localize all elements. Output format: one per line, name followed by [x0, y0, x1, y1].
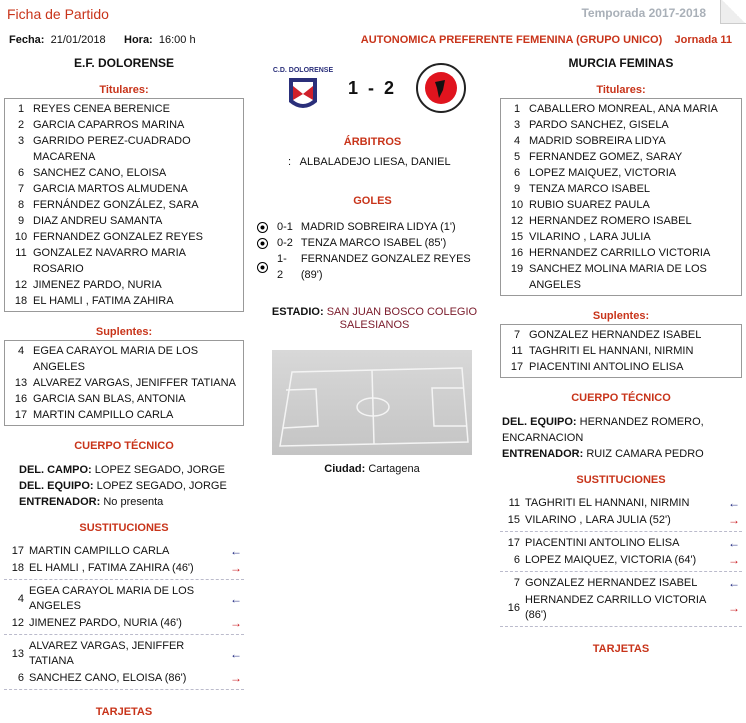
- arrow-right-icon: →: [728, 600, 740, 615]
- player-number: 19: [510, 263, 524, 275]
- player-number: 13: [11, 647, 24, 660]
- home-column: [4, 56, 244, 718]
- substitution-row: [500, 495, 742, 512]
- player-name[interactable]: GARCIA MARTOS ALMUDENA: [33, 183, 188, 195]
- player-name[interactable]: GARRIDO PEREZ-CUADRADO MACARENA: [33, 135, 191, 163]
- competition-info: [361, 34, 732, 46]
- player-number: 7: [513, 329, 521, 341]
- staff-row: [19, 478, 244, 494]
- away-team-logo: [415, 60, 467, 116]
- player-number: 2: [17, 119, 25, 131]
- player-number: 17: [510, 361, 524, 373]
- player-name[interactable]: ALVAREZ VARGAS, JENIFFER TATIANA: [33, 377, 236, 389]
- arrow-right-icon: →: [230, 616, 242, 630]
- goal-scorer[interactable]: FERNANDEZ GONZALEZ REYES (89'): [300, 253, 471, 281]
- player-name[interactable]: EL HAMLI , FATIMA ZAHIRA: [33, 295, 174, 307]
- home-tarjetas-heading: TARJETAS: [95, 706, 153, 718]
- player-name[interactable]: SANCHEZ CANO, ELOISA (86'): [29, 672, 187, 684]
- arrow-left-icon: ←: [230, 646, 242, 661]
- player-number: 18: [14, 295, 28, 307]
- home-titulares-heading: Titulares:: [99, 84, 149, 96]
- substitution-row: [4, 560, 244, 577]
- player-row: [5, 375, 243, 391]
- fecha-value: 21/01/2018: [50, 34, 106, 46]
- player-number: 6: [17, 672, 24, 684]
- home-score: 1: [348, 78, 359, 98]
- referee-name: : ALBALADEJO LIESA, DANIEL: [288, 156, 451, 168]
- competition-name[interactable]: AUTONOMICA PREFERENTE FEMENINA (GRUPO UNICO): [360, 34, 663, 46]
- player-row: [5, 343, 243, 375]
- player-name[interactable]: PIACENTINI ANTOLINO ELISA: [529, 361, 684, 373]
- home-staff-list: [4, 462, 244, 510]
- center-column: [250, 136, 495, 283]
- staff-name: RUIZ CAMARA PEDRO: [586, 448, 704, 460]
- player-row: [5, 133, 243, 165]
- player-number: 12: [14, 279, 28, 291]
- player-row: [501, 229, 741, 245]
- player-name[interactable]: EGEA CARAYOL MARIA DE LOS ANGELES: [33, 345, 199, 373]
- player-name[interactable]: FERNANDEZ GOMEZ, SARAY: [529, 151, 683, 163]
- page-curl-icon: [720, 0, 746, 24]
- away-team-name[interactable]: MURCIA FEMINAS: [568, 56, 674, 70]
- player-row: [5, 245, 243, 277]
- player-name[interactable]: HERNANDEZ ROMERO ISABEL: [529, 215, 692, 227]
- hora-label: Hora:: [124, 34, 153, 46]
- staff-role: ENTRENADOR:: [502, 448, 584, 460]
- player-number: 16: [507, 601, 520, 614]
- home-suplentes-heading: Suplentes:: [95, 326, 153, 338]
- player-name[interactable]: TENZA MARCO ISABEL: [529, 183, 651, 195]
- away-subs-list: [500, 494, 742, 627]
- player-name[interactable]: HERNANDEZ CARRILLO VICTORIA: [529, 247, 711, 259]
- player-row: [501, 101, 741, 117]
- staff-role: ENTRENADOR:: [19, 496, 101, 508]
- player-row: [5, 391, 243, 407]
- staff-name: No presenta: [103, 496, 164, 508]
- staff-role: DEL. EQUIPO:: [502, 416, 577, 428]
- player-row: [5, 197, 243, 213]
- arbitros-heading: ÁRBITROS: [343, 136, 402, 148]
- substitution-row: [500, 512, 742, 529]
- player-name[interactable]: SANCHEZ MOLINA MARIA DE LOS ANGELES: [529, 263, 707, 291]
- goles-heading: GOLES: [353, 195, 392, 207]
- ciudad-label: Ciudad:: [324, 463, 366, 475]
- player-number: 9: [513, 183, 521, 195]
- home-suplentes-list: [4, 340, 244, 426]
- player-row: [501, 245, 741, 261]
- player-row: [501, 117, 741, 133]
- jornada-label: Jornada 11: [674, 34, 732, 46]
- match-date-time: [9, 34, 196, 46]
- away-staff-list: [500, 414, 742, 462]
- player-name[interactable]: EL HAMLI , FATIMA ZAHIRA (46'): [29, 562, 194, 574]
- player-number: 4: [17, 345, 25, 357]
- player-number: 3: [17, 135, 25, 147]
- player-name[interactable]: EGEA CARAYOL MARIA DE LOS ANGELES: [29, 585, 195, 612]
- player-row: [501, 133, 741, 149]
- player-name[interactable]: FERNANDEZ GONZALEZ REYES: [33, 231, 203, 243]
- player-name[interactable]: PARDO SANCHEZ, GISELA: [529, 119, 669, 131]
- arrow-left-icon: ←: [728, 536, 740, 550]
- substitution-row: [4, 638, 244, 670]
- arrow-right-icon: →: [728, 513, 740, 527]
- player-row: [5, 181, 243, 197]
- substitution-row: [500, 535, 742, 552]
- player-number: 15: [510, 231, 524, 243]
- player-name[interactable]: GARCIA CAPARROS MARINA: [33, 119, 185, 131]
- player-row: [5, 213, 243, 229]
- player-row: [501, 343, 741, 359]
- player-number: 6: [513, 167, 521, 179]
- player-number: 17: [14, 409, 28, 421]
- player-row: [501, 181, 741, 197]
- away-suplentes-heading: Suplentes:: [592, 310, 650, 322]
- player-name[interactable]: FERNÁNDEZ GONZÁLEZ, SARA: [33, 199, 199, 211]
- player-name[interactable]: ALVAREZ VARGAS, JENIFFER TATIANA: [29, 640, 185, 667]
- player-number: 11: [508, 497, 520, 509]
- arrow-right-icon: →: [230, 671, 242, 685]
- player-name[interactable]: JIMENEZ PARDO, NURIA: [33, 279, 162, 291]
- player-row: [5, 407, 243, 423]
- away-sustituciones-heading: SUSTITUCIONES: [576, 474, 666, 486]
- player-number: 12: [510, 215, 524, 227]
- player-name[interactable]: LOPEZ MAIQUEZ, VICTORIA (64'): [525, 554, 697, 566]
- substitution-row: [500, 552, 742, 569]
- goal-score: 0-1: [277, 221, 293, 233]
- substitution-pair: [500, 494, 742, 532]
- player-number: 18: [11, 562, 24, 574]
- goal-scorer[interactable]: TENZA MARCO ISABEL (85'): [300, 237, 447, 249]
- player-name[interactable]: GONZALEZ HERNANDEZ ISABEL: [525, 577, 698, 589]
- player-number: 10: [14, 231, 28, 243]
- arrow-right-icon: →: [230, 561, 242, 575]
- player-number: 17: [507, 537, 520, 549]
- substitution-pair: [4, 582, 244, 635]
- arrow-right-icon: →: [728, 553, 740, 567]
- away-score: 2: [384, 78, 395, 98]
- player-row: [501, 261, 741, 293]
- hora-value: 16:00 h: [158, 34, 196, 46]
- player-number: 4: [17, 592, 24, 605]
- player-name[interactable]: LOPEZ MAIQUEZ, VICTORIA: [529, 167, 677, 179]
- goal-row: [257, 251, 495, 283]
- substitution-row: [4, 670, 244, 687]
- svg-text:C.D. DOLORENSE: C.D. DOLORENSE: [272, 67, 334, 74]
- soccer-ball-icon: [257, 262, 268, 273]
- player-name[interactable]: VILARINO , LARA JULIA (52'): [525, 514, 671, 526]
- substitution-row: [500, 575, 742, 592]
- player-row: [501, 213, 741, 229]
- city-info: [272, 463, 472, 475]
- away-suplentes-list: [500, 324, 742, 378]
- player-number: 16: [14, 393, 28, 405]
- player-number: 16: [510, 247, 524, 259]
- staff-role: DEL. EQUIPO:: [19, 480, 94, 492]
- player-row: [501, 197, 741, 213]
- player-number: 1: [513, 103, 521, 115]
- player-name[interactable]: SANCHEZ CANO, ELOISA: [33, 167, 167, 179]
- player-name[interactable]: REYES CENEA BERENICE: [33, 103, 170, 115]
- player-row: [5, 277, 243, 293]
- substitution-pair: [500, 574, 742, 627]
- player-name[interactable]: TAGHRITI EL HANNANI, NIRMIN: [525, 497, 690, 509]
- player-name[interactable]: CABALLERO MONREAL, ANA MARIA: [529, 103, 718, 115]
- player-number: 6: [513, 554, 520, 566]
- goal-scorer[interactable]: MADRID SOBREIRA LIDYA (1'): [300, 221, 456, 233]
- staff-row: [502, 446, 742, 462]
- score-separator: -: [368, 78, 375, 98]
- player-row: [5, 101, 243, 117]
- player-name[interactable]: HERNANDEZ CARRILLO VICTORIA (86'): [525, 594, 706, 621]
- player-number: 8: [17, 199, 25, 211]
- player-row: [5, 229, 243, 245]
- staff-name: LOPEZ SEGADO, JORGE: [94, 464, 225, 476]
- player-row: [5, 165, 243, 181]
- player-row: [501, 165, 741, 181]
- arrow-left-icon: ←: [728, 496, 740, 510]
- player-number: 11: [511, 345, 523, 357]
- player-name[interactable]: GARCIA SAN BLAS, ANTONIA: [33, 393, 186, 405]
- away-tarjetas-heading: TARJETAS: [592, 643, 650, 655]
- soccer-ball-icon: [257, 222, 268, 233]
- estadio-name[interactable]: SAN JUAN BOSCO COLEGIO SALESIANOS: [326, 306, 478, 331]
- player-name[interactable]: GONZALEZ NAVARRO MARIA ROSARIO: [33, 247, 186, 275]
- player-name[interactable]: JIMENEZ PARDO, NURIA (46'): [29, 617, 182, 629]
- substitution-row: [4, 583, 244, 615]
- fecha-label: Fecha:: [9, 34, 45, 46]
- player-number: 7: [513, 577, 520, 589]
- ciudad-value: Cartagena: [368, 463, 420, 475]
- substitution-pair: [4, 637, 244, 690]
- player-row: [501, 327, 741, 343]
- player-name[interactable]: MARTIN CAMPILLO CARLA: [29, 545, 170, 557]
- home-team-name[interactable]: E.F. DOLORENSE: [73, 56, 174, 70]
- arrow-left-icon: ←: [728, 576, 740, 590]
- player-number: 11: [15, 247, 27, 259]
- goal-score: 0-2: [277, 237, 293, 249]
- staff-name: HERNANDEZ ROMERO, ENCARNACION: [502, 416, 704, 444]
- player-number: 7: [17, 183, 25, 195]
- substitution-row: [500, 592, 742, 624]
- goals-list: [250, 219, 495, 283]
- home-subs-list: [4, 542, 244, 690]
- home-team-logo: [272, 60, 334, 116]
- player-name[interactable]: TAGHRITI EL HANNANI, NIRMIN: [529, 345, 694, 357]
- goal-row: [257, 219, 495, 235]
- goal-score: 1-2: [276, 253, 287, 281]
- player-number: 13: [14, 377, 28, 389]
- home-cuerpo-heading: CUERPO TÉCNICO: [74, 440, 174, 452]
- player-name[interactable]: PIACENTINI ANTOLINO ELISA: [525, 537, 680, 549]
- substitution-pair: [500, 534, 742, 572]
- season-label: Temporada 2017-2018: [581, 6, 706, 20]
- staff-name: LOPEZ SEGADO, JORGE: [96, 480, 227, 492]
- player-number: 1: [17, 103, 25, 115]
- player-number: 17: [11, 545, 24, 557]
- player-row: [501, 359, 741, 375]
- stadium-field-image: [272, 350, 472, 455]
- player-name[interactable]: GONZALEZ HERNANDEZ ISABEL: [529, 329, 702, 341]
- away-column: [500, 56, 742, 655]
- player-number: 10: [510, 199, 524, 211]
- soccer-ball-icon: [257, 238, 268, 249]
- player-name[interactable]: MARTIN CAMPILLO CARLA: [33, 409, 174, 421]
- player-name[interactable]: VILARINO , LARA JULIA: [529, 231, 651, 243]
- arrow-left-icon: ←: [230, 591, 242, 606]
- substitution-row: [4, 615, 244, 632]
- player-name[interactable]: RUBIO SUAREZ PAULA: [529, 199, 650, 211]
- away-titulares-list: [500, 98, 742, 296]
- goal-row: [257, 235, 495, 251]
- player-number: 4: [513, 135, 521, 147]
- staff-row: [19, 494, 244, 510]
- player-name[interactable]: DIAZ ANDREU SAMANTA: [33, 215, 163, 227]
- player-number: 15: [507, 514, 520, 526]
- player-row: [501, 149, 741, 165]
- arrow-left-icon: ←: [230, 544, 242, 558]
- player-row: [5, 117, 243, 133]
- staff-row: [502, 414, 742, 446]
- away-cuerpo-heading: CUERPO TÉCNICO: [571, 392, 671, 404]
- player-number: 5: [513, 151, 521, 163]
- staff-role: DEL. CAMPO:: [19, 464, 92, 476]
- staff-row: [19, 462, 244, 478]
- away-titulares-heading: Titulares:: [596, 84, 646, 96]
- score: [348, 78, 394, 99]
- player-name[interactable]: MADRID SOBREIRA LIDYA: [529, 135, 666, 147]
- substitution-pair: [4, 542, 244, 580]
- player-number: 12: [11, 617, 24, 629]
- substitution-row: [4, 543, 244, 560]
- player-number: 9: [17, 215, 25, 227]
- page-title: Ficha de Partido: [7, 6, 109, 22]
- player-row: [5, 293, 243, 309]
- home-titulares-list: [4, 98, 244, 312]
- home-sustituciones-heading: SUSTITUCIONES: [79, 522, 169, 534]
- estadio-label: ESTADIO:: [271, 306, 324, 318]
- player-number: 6: [17, 167, 25, 179]
- stadium-info: [262, 306, 487, 332]
- player-number: 3: [513, 119, 521, 131]
